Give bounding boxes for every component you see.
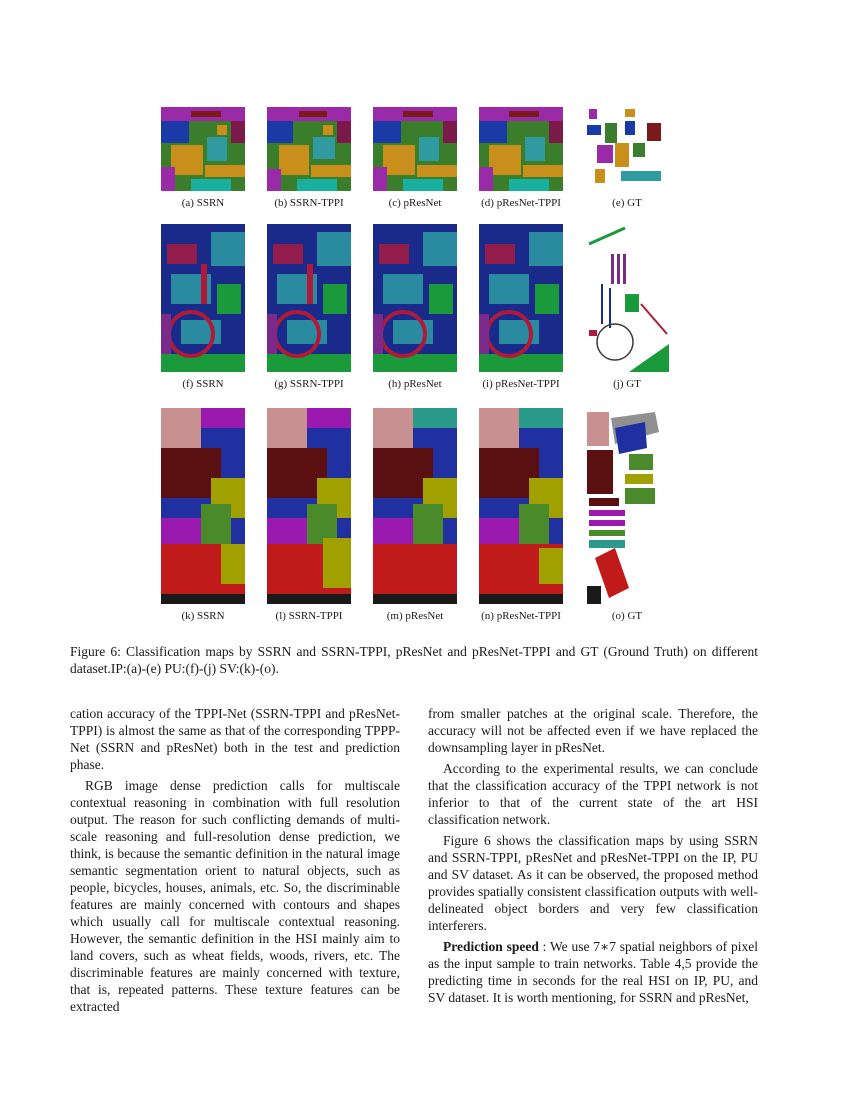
- pu-map-image: [267, 224, 351, 372]
- map-sv-gt: [585, 408, 669, 604]
- prediction-speed-paragraph: [428, 938, 758, 1006]
- paragraph: According to the experimental results, we can conclude that the classification accuracy of the TPPI network is not inferior to that of the current state of the art HSI classification network.: [428, 761, 758, 827]
- sv-map-image: [479, 408, 563, 604]
- paragraph: RGB image dense prediction calls for multiscale contextual reasoning in combination with full resolution output. The reason for such conflicting demands of multi-scale reasoning and full-resolution dense prediction, we think, is because the semantic definition in the natural image semantic segmentation orient to natural objects, such as people, bicycles, houses, animals, etc. So, the discriminable features are mainly concerned with contours and shapes which usually call for multiscale contextual reasoning. However, the semantic definition in the HSI mainly aim to land covers, such as wheat fields, woods, rivers, etc. The discriminable features are mainly concerned with texture, that is, repeated patterns. These texture features can be extracted: [70, 778, 400, 1014]
- sv-map-image: [161, 408, 245, 604]
- map-sv-presnet-tppi: [479, 408, 563, 604]
- map-pu-presnet: [373, 224, 457, 372]
- panel-caption: (n) pResNet-TPPI: [481, 610, 561, 622]
- map-ip-gt: [585, 107, 669, 191]
- pu-map-image: [161, 224, 245, 372]
- section-heading: Prediction speed: [443, 939, 539, 954]
- panel-caption: (b) SSRN-TPPI: [274, 197, 344, 209]
- paragraph: from smaller patches at the original scale. Therefore, the accuracy will not be affected even if we have replaced the downsampling layer in pResNet.: [428, 706, 758, 755]
- pu-map-image: [479, 224, 563, 372]
- map-sv-ssrn: [161, 408, 245, 604]
- map-sv-presnet: [373, 408, 457, 604]
- ip-map-image: [267, 107, 351, 191]
- ip-map-image: [161, 107, 245, 191]
- map-ip-presnet-tppi: [479, 107, 563, 191]
- panel-caption: (j) GT: [613, 378, 641, 390]
- panel-caption: (k) SSRN: [181, 610, 225, 622]
- pu-map-image: [373, 224, 457, 372]
- panel-caption: (e) GT: [612, 197, 642, 209]
- paragraph: cation accuracy of the TPPI-Net (SSRN-TPPI and pResNet-TPPI) is almost the same as that of the corresponding TPPP-Net (SSRN and pResNet) both in the test and prediction phase.: [70, 706, 400, 772]
- map-ip-ssrn: [161, 107, 245, 191]
- paragraph-body: : We use 7∗7 spatial neighbors of pixel as the input sample to train networks. Table 4,5 provide the predicting time in seconds for the real HSI on IP, PU, and SV dataset. It is worth mentioning, for SSRN and pResNet,: [428, 939, 758, 1005]
- panel-caption: (a) SSRN: [181, 197, 225, 209]
- panel-caption: (l) SSRN-TPPI: [275, 610, 343, 622]
- map-ip-presnet: [373, 107, 457, 191]
- left-column: [70, 705, 400, 1019]
- sv-map-image: [373, 408, 457, 604]
- map-pu-ssrn-tppi: [267, 224, 351, 372]
- map-ip-ssrn-tppi: [267, 107, 351, 191]
- panel-caption: (d) pResNet-TPPI: [481, 197, 561, 209]
- panel-caption: (c) pResNet: [388, 197, 442, 209]
- map-pu-ssrn: [161, 224, 245, 372]
- panel-caption: (m) pResNet: [386, 610, 444, 622]
- ip-map-image: [479, 107, 563, 191]
- right-column: [428, 705, 758, 1010]
- sv-gt-image: [585, 408, 669, 604]
- panel-caption: (o) GT: [611, 610, 643, 622]
- ip-map-image: [373, 107, 457, 191]
- map-pu-gt: [585, 224, 669, 372]
- map-pu-presnet-tppi: [479, 224, 563, 372]
- paragraph: Figure 6 shows the classification maps by using SSRN and SSRN-TPPI, pResNet and pResNet-TPPI on the IP, PU and SV dataset. As it can be observed, the proposed method provides spatially consistent classification outputs with well-delineated object borders and very few classification interferers.: [428, 833, 758, 933]
- pu-gt-image: [585, 224, 669, 372]
- map-sv-ssrn-tppi: [267, 408, 351, 604]
- panel-caption: (h) pResNet: [388, 378, 442, 390]
- panel-caption: (g) SSRN-TPPI: [274, 378, 344, 390]
- sv-map-image: [267, 408, 351, 604]
- ip-gt-image: [585, 107, 669, 191]
- panel-caption: (f) SSRN: [182, 378, 224, 390]
- panel-caption: (i) pResNet-TPPI: [482, 378, 560, 390]
- figure-caption: Figure 6: Classification maps by SSRN and SSRN-TPPI, pResNet and pResNet-TPPI and GT (Ground Truth) on different dataset.IP:(a)-(e) PU:(f)-(j) SV:(k)-(o).: [70, 644, 758, 676]
